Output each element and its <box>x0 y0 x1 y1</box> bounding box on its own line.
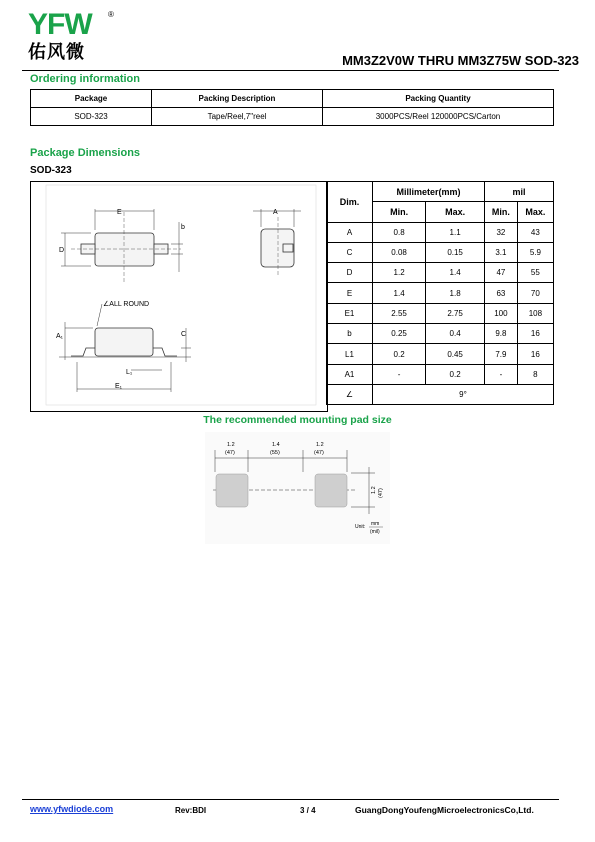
value-cell: 16 <box>517 344 553 364</box>
dim-cell: b <box>327 324 373 344</box>
dim-label-E1: E₁ <box>115 383 123 390</box>
value-cell: 43 <box>517 222 553 242</box>
table-row <box>327 283 554 303</box>
value-cell: 7.9 <box>485 344 518 364</box>
company-name: GuangDongYoufengMicroelectronicsCo,Ltd. <box>355 805 534 815</box>
document-title: MM3Z2V0W THRU MM3Z75W SOD-323 <box>342 53 579 68</box>
ordering-col-package: Package <box>31 90 152 108</box>
pad-height-mm: 1.2 <box>371 486 377 494</box>
ordering-cell-description: Tape/Reel,7"reel <box>152 108 323 126</box>
value-cell: 1.4 <box>373 283 426 303</box>
pad-dim-1-mil: (47) <box>225 450 235 456</box>
ordering-cell-quantity: 3000PCS/Reel 120000PCS/Carton <box>323 108 554 126</box>
table-row <box>327 364 554 384</box>
unit-label: Unit: <box>355 524 366 530</box>
ordering-table <box>30 89 554 126</box>
dimensions-table-body <box>327 222 554 384</box>
dimensions-table <box>326 181 554 405</box>
angle-value: 9° <box>373 384 554 404</box>
table-row <box>327 324 554 344</box>
pad-dim-3-mil: (47) <box>314 450 324 456</box>
mm-header: Millimeter(mm) <box>373 182 485 202</box>
mm-min-header: Min. <box>373 202 426 222</box>
value-cell: 32 <box>485 222 518 242</box>
table-row <box>327 263 554 283</box>
pad-dim-2-mm: 1.4 <box>272 442 280 448</box>
table-row <box>327 222 554 242</box>
value-cell: 0.4 <box>426 324 485 344</box>
mounting-pad-title: The recommended mounting pad size <box>203 414 392 426</box>
header-rule <box>22 70 559 71</box>
registered-mark: ® <box>108 10 114 19</box>
value-cell: 2.75 <box>426 303 485 323</box>
value-cell: 55 <box>517 263 553 283</box>
revision: Rev:BDI <box>175 806 207 815</box>
website-link[interactable]: www.yfwdiode.com <box>30 804 114 814</box>
unit-mm: mm <box>371 521 380 527</box>
value-cell: 0.15 <box>426 242 485 262</box>
dim-cell: L1 <box>327 344 373 364</box>
mil-min-header: Min. <box>485 202 518 222</box>
dim-label-A1: A₁ <box>56 333 64 340</box>
mounting-pad-left <box>216 474 248 507</box>
value-cell: 16 <box>517 324 553 344</box>
ordering-col-packing-description: Packing Description <box>152 90 323 108</box>
mounting-pad-right <box>315 474 347 507</box>
pad-height-mil: (47) <box>378 488 384 498</box>
value-cell: 0.2 <box>426 364 485 384</box>
footer-rule <box>22 799 559 800</box>
value-cell: 100 <box>485 303 518 323</box>
value-cell: 63 <box>485 283 518 303</box>
value-cell: 108 <box>517 303 553 323</box>
value-cell: 0.25 <box>373 324 426 344</box>
mounting-pad-svg <box>205 432 390 544</box>
angle-symbol: ∠ <box>327 384 373 404</box>
value-cell: 9.8 <box>485 324 518 344</box>
pad-dim-2-mil: (55) <box>270 450 280 456</box>
table-row <box>327 303 554 323</box>
dim-header: Dim. <box>327 182 373 223</box>
dim-label-A: A <box>273 209 278 216</box>
value-cell: 1.8 <box>426 283 485 303</box>
value-cell: 2.55 <box>373 303 426 323</box>
logo-letters: YFW <box>28 8 92 41</box>
dim-cell: A1 <box>327 364 373 384</box>
package-drawing <box>30 181 328 412</box>
table-row <box>327 242 554 262</box>
mil-max-header: Max. <box>517 202 553 222</box>
dim-label-E: E <box>117 209 122 216</box>
value-cell: 0.45 <box>426 344 485 364</box>
value-cell: 1.1 <box>426 222 485 242</box>
dim-label-b: b <box>181 224 185 231</box>
value-cell: - <box>485 364 518 384</box>
value-cell: - <box>373 364 426 384</box>
page-number: 3 / 4 <box>300 806 316 815</box>
value-cell: 70 <box>517 283 553 303</box>
company-logo <box>28 10 123 70</box>
dim-label-all-round: ∠ALL ROUND <box>103 301 150 308</box>
pad-dim-3-mm: 1.2 <box>316 442 324 448</box>
ordering-cell-package: SOD-323 <box>31 108 152 126</box>
table-row <box>327 344 554 364</box>
dim-cell: D <box>327 263 373 283</box>
package-subtitle: SOD-323 <box>30 165 72 176</box>
dim-cell: C <box>327 242 373 262</box>
mounting-pad-drawing <box>205 432 390 544</box>
package-outline-drawing <box>31 182 327 411</box>
ordering-section-title: Ordering information <box>30 73 140 85</box>
table-row <box>31 108 554 126</box>
dim-cell: E <box>327 283 373 303</box>
table-row <box>327 384 554 404</box>
dim-cell: E1 <box>327 303 373 323</box>
value-cell: 0.8 <box>373 222 426 242</box>
value-cell: 0.2 <box>373 344 426 364</box>
ordering-col-packing-quantity: Packing Quantity <box>323 90 554 108</box>
value-cell: 47 <box>485 263 518 283</box>
value-cell: 1.4 <box>426 263 485 283</box>
value-cell: 1.2 <box>373 263 426 283</box>
package-dimensions-title: Package Dimensions <box>30 147 141 159</box>
pad-dim-1-mm: 1.2 <box>227 442 235 448</box>
value-cell: 0.08 <box>373 242 426 262</box>
dim-cell: A <box>327 222 373 242</box>
dim-label-L1: L₁ <box>126 369 133 376</box>
logo-chinese-name: 佑风微 <box>28 42 85 63</box>
mm-max-header: Max. <box>426 202 485 222</box>
unit-mil: (mil) <box>370 529 380 535</box>
value-cell: 3.1 <box>485 242 518 262</box>
value-cell: 5.9 <box>517 242 553 262</box>
value-cell: 8 <box>517 364 553 384</box>
dim-label-D: D <box>59 247 65 254</box>
dim-label-C: C <box>181 331 187 338</box>
mil-header: mil <box>485 182 554 202</box>
